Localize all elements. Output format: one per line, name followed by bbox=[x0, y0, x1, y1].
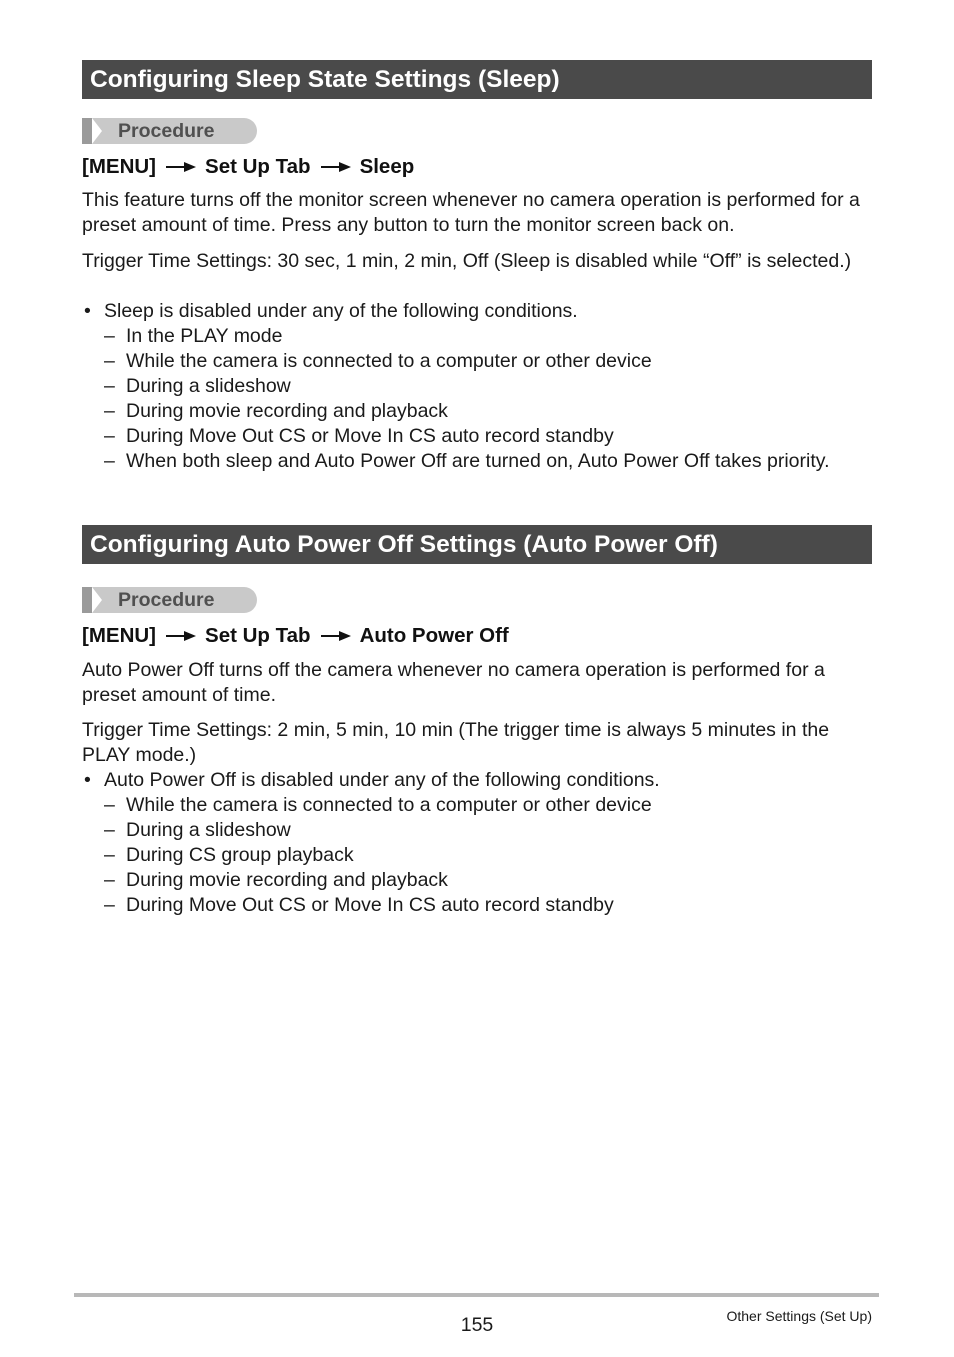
procedure-stripe bbox=[82, 118, 92, 144]
arrow-right-icon bbox=[166, 629, 196, 643]
list-item-text: During a slideshow bbox=[126, 375, 291, 397]
procedure-stripe bbox=[82, 587, 92, 613]
list-item-text: During a slideshow bbox=[126, 819, 291, 841]
menu-path-step: Sleep bbox=[359, 155, 415, 178]
auto-power-off-trigger-settings: Trigger Time Settings: 2 min, 5 min, 10 min (The trigger time is always 5 minutes in the PLAY mode.) bbox=[82, 719, 830, 766]
dash-mark: – bbox=[104, 819, 115, 841]
list-item-text: During Move Out CS or Move In CS auto record standby bbox=[126, 425, 614, 447]
procedure-chevron-icon bbox=[92, 587, 102, 613]
menu-path-auto-power-off bbox=[82, 623, 509, 649]
bullet-mark: • bbox=[84, 769, 91, 791]
dash-mark: – bbox=[104, 894, 115, 916]
list-item-text: During movie recording and playback bbox=[126, 400, 448, 422]
procedure-label: Procedure bbox=[118, 589, 215, 611]
procedure-tag-auto-power-off bbox=[82, 587, 257, 613]
dash-mark: – bbox=[104, 425, 115, 447]
dash-mark: – bbox=[104, 794, 115, 816]
menu-path-sleep bbox=[82, 154, 414, 180]
arrow-right-icon bbox=[321, 160, 351, 174]
bullet-text: Auto Power Off is disabled under any of the following conditions. bbox=[104, 769, 660, 791]
list-item-text: While the camera is connected to a computer or other device bbox=[126, 350, 652, 372]
arrow-right-icon bbox=[321, 629, 351, 643]
page-number: 155 bbox=[460, 1314, 494, 1336]
menu-path-step: [MENU] bbox=[82, 155, 157, 178]
dash-mark: – bbox=[104, 400, 115, 422]
sleep-trigger-settings: Trigger Time Settings: 30 sec, 1 min, 2 min, Off (Sleep is disabled while “Off” is selected.) bbox=[82, 250, 852, 272]
procedure-tag-sleep bbox=[82, 118, 257, 144]
footer-divider bbox=[74, 1293, 879, 1297]
list-item-text: When both sleep and Auto Power Off are turned on, Auto Power Off takes priority. bbox=[126, 450, 830, 472]
procedure-label: Procedure bbox=[118, 120, 215, 142]
dash-mark: – bbox=[104, 350, 115, 372]
section-header-auto-power-off bbox=[82, 525, 872, 564]
list-item-text: During movie recording and playback bbox=[126, 869, 448, 891]
bullet-text: Sleep is disabled under any of the following conditions. bbox=[104, 300, 578, 322]
menu-path-step: Set Up Tab bbox=[205, 624, 311, 647]
footer-section-name: Other Settings (Set Up) bbox=[726, 1308, 872, 1324]
dash-mark: – bbox=[104, 844, 115, 866]
section-title-sleep: Configuring Sleep State Settings (Sleep) bbox=[90, 66, 560, 93]
menu-path-step: Auto Power Off bbox=[359, 624, 509, 647]
sleep-description: This feature turns off the monitor screen whenever no camera operation is performed for a preset amount of time. Press any button to turn the monitor screen back on. bbox=[82, 189, 860, 236]
dash-mark: – bbox=[104, 869, 115, 891]
dash-mark: – bbox=[104, 325, 115, 347]
list-item-text: During CS group playback bbox=[126, 844, 354, 866]
auto-power-off-description: Auto Power Off turns off the camera whenever no camera operation is performed for a preset amount of time. bbox=[82, 659, 825, 706]
procedure-chevron-icon bbox=[92, 118, 102, 144]
menu-path-step: Set Up Tab bbox=[205, 155, 311, 178]
arrow-right-icon bbox=[166, 160, 196, 174]
section-title-auto-power-off: Configuring Auto Power Off Settings (Auto Power Off) bbox=[90, 531, 718, 558]
menu-path-step: [MENU] bbox=[82, 624, 157, 647]
list-item-text: In the PLAY mode bbox=[126, 325, 283, 347]
list-item-text: During Move Out CS or Move In CS auto record standby bbox=[126, 894, 614, 916]
section-header-sleep bbox=[82, 60, 872, 99]
list-item-text: While the camera is connected to a computer or other device bbox=[126, 794, 652, 816]
dash-mark: – bbox=[104, 375, 115, 397]
dash-mark: – bbox=[104, 450, 115, 472]
bullet-mark: • bbox=[84, 300, 91, 322]
